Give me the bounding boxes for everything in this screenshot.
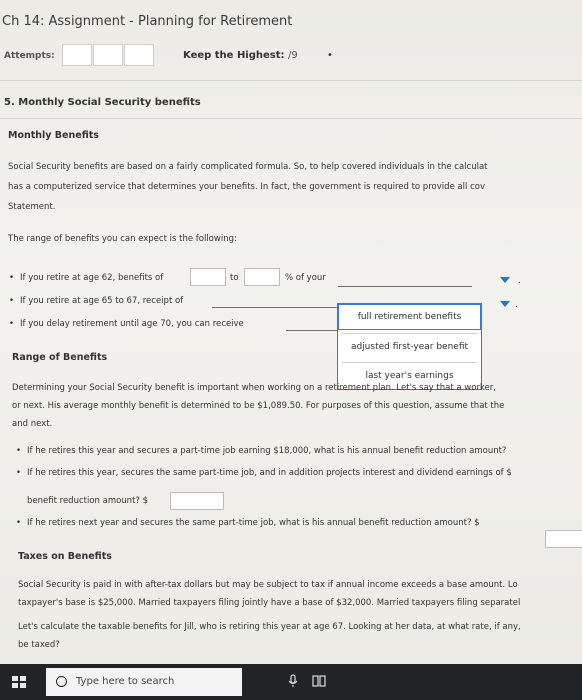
header-marker: • [327,50,333,61]
percent-of-your-label: % of your [285,273,326,283]
chevron-down-icon[interactable] [500,277,510,283]
taxes-line-4: be taxed? [18,640,60,650]
question-title: 5. Monthly Social Security benefits [4,97,201,108]
benefit-dropdown-list[interactable] [337,303,482,390]
taxes-line-2: taxpayer's base is $25,000. Married taxpayers filing jointly have a base of $32,000. Married taxpayers filing separatel [18,598,521,608]
attempt-box-3 [124,44,154,66]
period-mark: . [515,300,518,310]
taxes-line-1: Social Security is paid in with after-tax dollars but may be subject to tax if annual income exceeds a base amount. Lo [18,580,518,590]
bullet-age-65-67 [20,296,183,306]
benefit-max-input[interactable] [244,268,280,286]
windows-icon[interactable] [12,676,26,688]
monthly-benefits-heading: Monthly Benefits [8,130,99,141]
taskbar-search-box[interactable] [46,668,242,696]
chevron-down-icon[interactable] [500,301,510,307]
divider [0,80,582,81]
attempts-label: Attempts: [4,51,55,61]
benefit-min-input[interactable] [190,268,226,286]
range-of-benefits-heading: Range of Benefits [12,352,108,363]
range-line-3: and next. [12,419,53,429]
reduction-amount-input-2[interactable] [170,492,224,510]
attempt-box-2 [93,44,123,66]
divider [0,118,582,119]
bullet-age-70-text: If you delay retirement until age 70, you can receive [20,319,244,329]
dropdown-option[interactable]: last year's earnings [365,371,454,381]
attempt-box-1 [62,44,92,66]
taxes-line-3: Let's calculate the taxable benefits for Jill, who is retiring this year at age 67. Looking at her data, at what rate, if any, [18,622,521,632]
dropdown-option[interactable]: full retirement benefits [338,304,481,330]
select-underline-1 [338,286,472,287]
bullet-age-70 [20,319,244,329]
keep-highest [183,50,298,61]
microphone-icon[interactable] [286,674,300,690]
bullet-age-62-text: If you retire at age 62, benefits of [20,273,164,283]
keep-highest-label: Keep the Highest: [183,50,285,61]
intro-line-1: Social Security benefits are based on a fairly complicated formula. So, to help covered individuals in the calculat [8,162,488,172]
reduction-amount-input-3[interactable] [545,530,582,548]
question-1: • If he retires this year and secures a part-time job earning $18,000, what is his annual benefit reduction amount? [27,446,506,456]
taskbar-search-placeholder: Type here to search [76,676,175,687]
bullet-age-62 [20,273,163,283]
search-icon [56,676,67,687]
intro-line-2: has a computerized service that determines your benefits. In fact, the government is required to provide all cov [8,182,485,192]
keep-highest-score: /9 [288,50,298,61]
to-label: to [230,273,239,283]
page-title: Ch 14: Assignment - Planning for Retirement [2,14,293,29]
select-underline-2 [212,307,340,308]
period-mark: . [518,276,521,286]
range-intro: The range of benefits you can expect is the following: [8,234,237,244]
task-view-icon[interactable] [312,674,326,690]
question-2-cont: benefit reduction amount? $ [27,496,149,506]
intro-line-3: Statement. [8,202,56,212]
question-3: • If he retires next year and secures the same part-time job, what is his annual benefit reduction amount? $ [27,518,480,528]
taxes-on-benefits-heading: Taxes on Benefits [18,551,112,562]
bullet-age-65-67-text: If you retire at age 65 to 67, receipt of [20,296,184,306]
dropdown-option[interactable]: adjusted first-year benefit [350,342,469,352]
question-2: • If he retires this year, secures the same part-time job, and in addition projects interest and dividend earnings of $ [27,468,512,478]
select-underline-3 [286,330,338,331]
windows-taskbar [0,664,582,700]
range-line-1: Determining your Social Security benefit is important when working on a retirement plan. Let's say that a worker, [12,383,496,393]
range-line-2: or next. His average monthly benefit is determined to be $1,089.50. For purposes of this question, assume that the [12,401,505,411]
